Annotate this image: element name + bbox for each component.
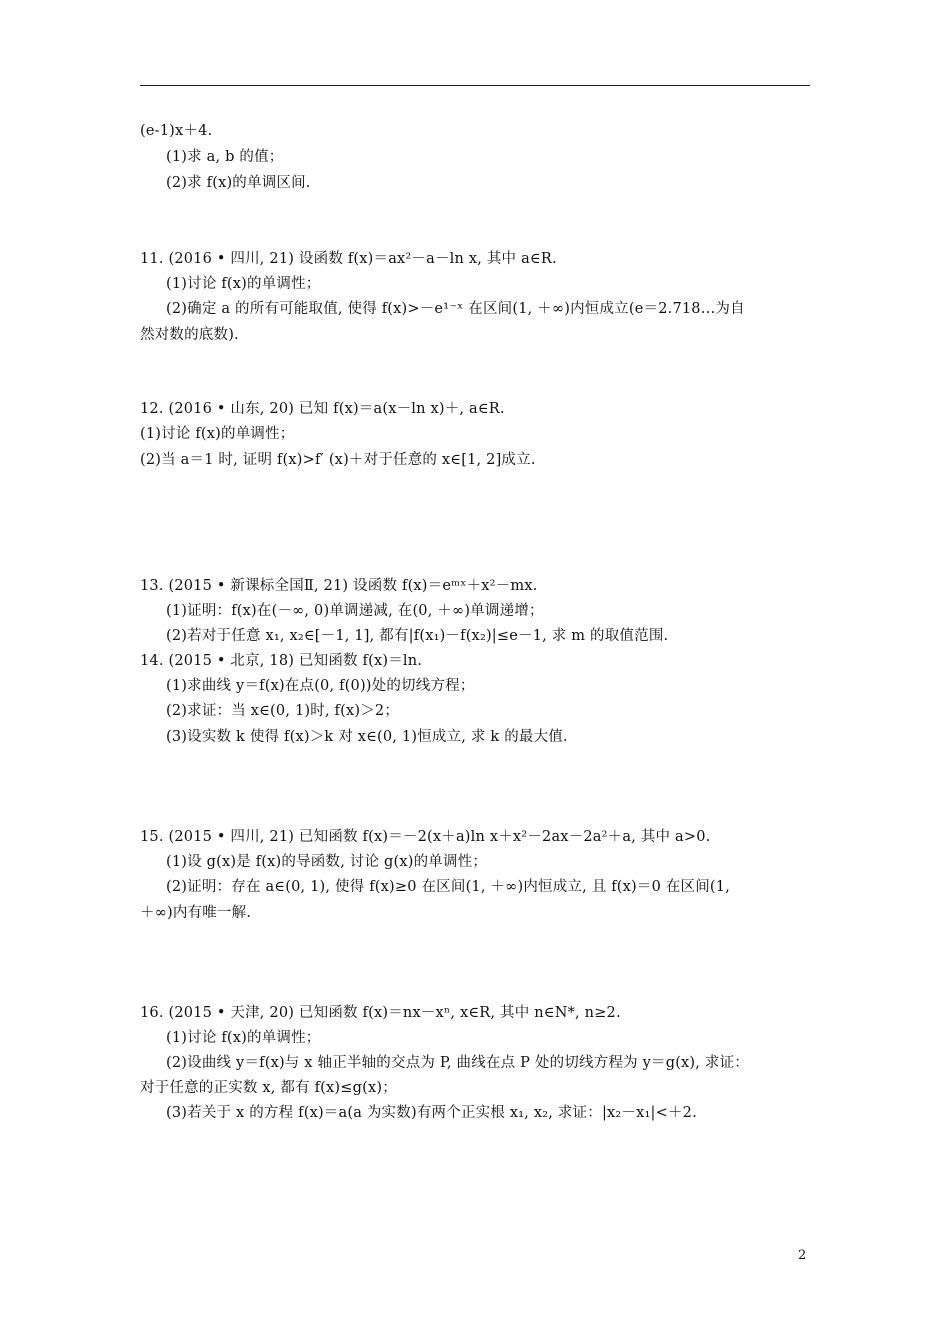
text-line: (1)求曲线 y＝f(x)在点(0, f(0))处的切线方程； <box>166 678 475 694</box>
text-line: (2)若对于任意 x₁, x₂∈[－1, 1], 都有|f(x₁)－f(x₂)|≤e－1, 求 m 的取值范围. <box>166 628 669 644</box>
text-line: (1)讨论 f(x)的单调性； <box>140 426 295 442</box>
text-line: (1)设 g(x)是 f(x)的导函数, 讨论 g(x)的单调性； <box>166 854 488 870</box>
problem-14-title: 14. (2015 • 北京, 18) 已知函数 f(x)＝ln. <box>140 653 423 669</box>
text-line: (2)当 a＝1 时, 证明 f(x)>f′ (x)＋对于任意的 x∈[1, 2]成立. <box>140 452 536 468</box>
text-line: (2)证明：存在 a∈(0, 1), 使得 f(x)≥0 在区间(1, ＋∞)内恒成立, 且 f(x)＝0 在区间(1, <box>166 879 731 895</box>
text-line: (1)讨论 f(x)的单调性； <box>166 1030 321 1046</box>
text-line: (3)设实数 k 使得 f(x)＞k 对 x∈(0, 1)恒成立, 求 k 的最大值. <box>166 729 568 745</box>
problem-11-title: 11. (2016 • 四川, 21) 设函数 f(x)＝ax²－a－ln x, 其中 a∈R. <box>140 251 557 267</box>
text-line: ＋∞)内有唯一解. <box>140 905 252 921</box>
problem-13-title: 13. (2015 • 新课标全国Ⅱ, 21) 设函数 f(x)＝eᵐˣ＋x²－mx. <box>140 578 538 594</box>
problem-12-title: 12. (2016 • 山东, 20) 已知 f(x)＝a(x－ln x)＋, a∈R. <box>140 401 505 417</box>
text-line: (e-1)x＋4. <box>140 123 213 139</box>
text-line: (1)求 a, b 的值； <box>166 149 284 165</box>
header-rule <box>140 85 810 86</box>
text-line: 对于任意的正实数 x, 都有 f(x)≤g(x)； <box>140 1080 397 1096</box>
text-line: (3)若关于 x 的方程 f(x)＝a(a 为实数)有两个正实根 x₁, x₂, 求证：|x₂－x₁|<＋2. <box>166 1105 697 1121</box>
text-line: (1)讨论 f(x)的单调性； <box>166 276 321 292</box>
text-line: (2)确定 a 的所有可能取值, 使得 f(x)>－e¹⁻ˣ 在区间(1, ＋∞)内恒成立(e＝2.718…为自 <box>166 301 745 317</box>
text-line: (2)求证：当 x∈(0, 1)时, f(x)＞2； <box>166 703 400 719</box>
text-line: (2)设曲线 y＝f(x)与 x 轴正半轴的交点为 P, 曲线在点 P 处的切线方程为 y＝g(x), 求证： <box>166 1055 750 1071</box>
text-line: (1)证明：f(x)在(－∞, 0)单调递减, 在(0, ＋∞)单调递增； <box>166 603 544 619</box>
problem-16-title: 16. (2015 • 天津, 20) 已知函数 f(x)＝nx－xⁿ, x∈R, 其中 n∈N*, n≥2. <box>140 1005 621 1021</box>
text-line: 然对数的底数). <box>140 327 239 343</box>
text-line: (2)求 f(x)的单调区间. <box>166 175 311 191</box>
page-number: 2 <box>798 1248 807 1263</box>
problem-15-title: 15. (2015 • 四川, 21) 已知函数 f(x)＝－2(x＋a)ln x＋x²－2ax－2a²＋a, 其中 a>0. <box>140 829 711 845</box>
